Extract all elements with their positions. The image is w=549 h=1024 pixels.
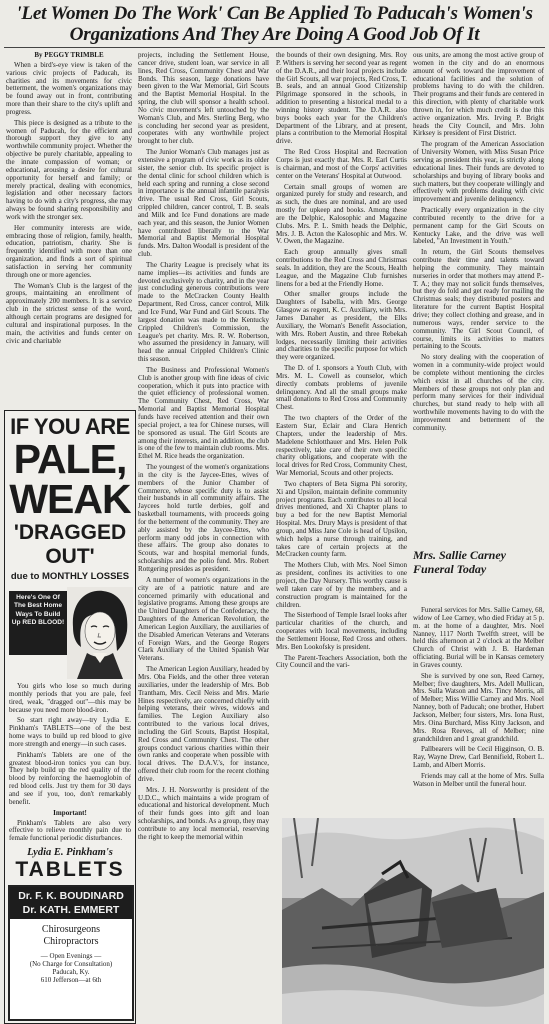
paragraph: Certain small groups of women are organized purely for study and research, and as such, the dues are nominal, and are used mostly for upkeep and books. Among these are the Delphic, Kalosophic and Magazine Clubs. Mrs. P. L. Smith heads the Delphic, Mrs. J. B. Acton the Kalosophic and Mrs. W. V. Owen, the Magazine.: [276, 182, 407, 246]
paragraph: Pallbearers will be Cecil Higginson, O. B. Ray, Wayne Drew, Carl Bennifield, Robert L. Lamb, and Albert Morris.: [413, 745, 544, 770]
article-column-4: [413, 52, 544, 537]
paragraph: No story dealing with the cooperation of women in a community-wide project would be complete without mentioning the circles which exist in all churches of the city. Members of these groups not only plan and perform many services for their individual churches, but stand ready to help with all worthwhile movements having to do with the improvement and betterment of the community.: [413, 353, 544, 432]
woman-portrait-illustration: [67, 587, 133, 679]
doctor-name-2: Dr. KATH. EMMERT: [22, 904, 120, 916]
office-address: 610 Jefferson—at 6th: [40, 976, 102, 984]
ad-copy: [9, 683, 131, 843]
ad-paragraph: So start right away—try Lydia E. Pinkham's TABLETS—one of the best home ways to build up red blood to give more strength and energy—in such cases.: [9, 716, 131, 748]
paragraph: This piece is designed as a tribute to the women of Paducah, for the efficient and thorough support they give to any worthwhile community project. Whether the objective be purely charitable, appealing to the innate compassion of woman; or educational, arousing a desire for cultural opportunity for herself and family; or merely practical, dealing with economics, legislation and other necessary factors having to do with a city's progress, she may always be found sharing responsibility and work with the stronger sex.: [6, 118, 132, 221]
paragraph: The program of the American Association of University Women, with Miss Susan Price serving as president this year, is strictly along educational lines. Their funds are devoted to scholarships and buying of library books and such matters, but they cooperate willingly and effectively with problems dealing with civic improvement and juvenile delinquency.: [413, 140, 544, 204]
ad-headline-2: PALE, WEAK: [9, 436, 131, 522]
paragraph: The American Legion Auxiliary, headed by Mrs. Oba Fields, and the other three veteran auxiliaries, under the leadership of Mrs. Bob Trantham, Mrs. Cecil Neiss and Mrs. Marie Hines respectively, are concerned chiefly with helping veterans, their wives, widows and families. The Legion Auxiliary also contributed to the various local drives, including the Girl Scouts, Baptist Hospital, Red Cross and Community Chest. The other groups conduct various charities within their own ranks and cooperate when possible with local drives. The D.A.V.'s, for instance, offered their club room for the recent clothing drive.: [138, 665, 269, 783]
paragraph: The Sisterhood of Temple Israel looks after particular charities of the church, and cooperates with local movements, including the Settlement House, Red Cross and others. Mrs. Ben Lookofsky is president.: [276, 611, 407, 651]
paragraph: The Woman's Club is the largest of the groups, maintaining an enrollment of approximately 200 members. It is a service club in the strictest sense of the word, although certain programs are designed for cultural and inspirational purposes. In the main, the activities and funds center on civic and charitable: [6, 281, 132, 345]
paragraph: Mrs. J. H. Norsworthy is president of the U.D.C., which maintains a wide program of educational and historical development. Much of their funds goes into gift and loan scholarships, and bonds. As a group, they may contribute to any local memorial, reserving the right to keep the memorial within: [138, 785, 269, 841]
headline: 'Let Women Do The Work' Can Be Applied To Paducah's Women's Organizations And They Are Doing A Good Job Of It: [16, 3, 533, 45]
paragraph: The Business and Professional Women's Club is another group with fine ideas of civic cooperation, which it puts into practice with the quiet efficiency of professional women. The Community Chest, Red Cross, War Memorial and Baptist Memorial Hospital funds have received attention and their own special project, a tea for Chinese nurses, will be sponsored as usual. The Girl Scouts are among their interests, and in addition, the club is one of the few to maintain club rooms. Mrs. Ethel M. Rice heads the organization.: [138, 365, 269, 461]
ad-paragraph: Pinkham's Tablets are also very effective to relieve monthly pain due to female functional periodic disturbances.: [9, 818, 131, 843]
byline: By PEGGY TRIMBLE: [34, 52, 104, 59]
paragraph: Other smaller groups include the Daughters of Isabella, with Mrs. George Glasgow as regent, K. C. Auxiliary, with Mrs. James Danaher as president, the Elks Auxiliary, the Woman's Benefit Association, with Mrs. Robert Austin, and three Rebekah lodges, necessarily limiting their activities and charities to the specific purpose for which they were organized.: [276, 290, 407, 362]
ad-important: Important!: [53, 808, 87, 817]
paragraph: the bounds of their own designing. Mrs. Roy P. Withers is serving her second year as regent of the D.A.R., and their local projects include the Girl Scouts, all war projects, Red Cross, T. B. seals, and an annual Good Citizenship Pilgrimage sponsored in the schools, in addition to presenting a historical medal to a winning history student. The D.A.R. also buys books each year for the Children's Department of the Library, and at present, plans a contribution to the Memorial Hospital drive.: [276, 52, 407, 146]
doctor-name-1: Dr. F. K. BOUDINARD: [18, 890, 124, 902]
paragraph: Two chapters of Beta Sigma Phi sorority, Xi and Upsilon, maintain definite community project programs. Each contributes to all local drives mentioned, and Xi Chapter plans to buy a bed for the new Baptist Memorial Hospital. Mrs. Drury Mays is president of that group, and Miss Jane Cole is head of Upsilon, which helps a nurse through training, and takes care of certain projects at the McCracken county farm.: [276, 479, 407, 559]
paragraph: The D. of I. sponsors a Youth Club, with Mrs. M. L. Cowell as counselor, which directly combats problems of juvenile delinquency. And all the small groups make small donations to Red Cross and Community Chest.: [276, 364, 407, 412]
paragraph: The Charity League is precisely what its name implies—its activities and funds are devoted exclusively to charity, and in the year just concluding generous contributions were made to the McCracken County Health Department, Red Cross, cancer control, Milk and Ice Fund, War Fund and Girl Scouts. The largest donation was made to the Kentucky Crippled Children's Commission, the League's pet charity. Mrs. R. W. Robertson, who assumed the presidency in January, will head the annual Crippled Children's Clinic this season.: [138, 260, 269, 364]
ad-paragraph: You girls who lose so much during monthly periods that you are pale, feel tired, weak, "dragged out"—this may be because you need more blood-iron.: [9, 682, 131, 714]
ad-headline-4: due to MONTHLY LOSSES: [10, 571, 130, 582]
paragraph: projects, including the Settlement House, cancer drive, student loan, war service in all lines, Red Cross, Community Chest and War Bonds. This season, large donations have been given to the War Memorial, Girl Scouts and the Baptist Memorial Hospital. In the spring, the club will sponsor a health school. No civic movement's left untouched by the Woman's Club, and Mrs. Sterling Berg, who is concluding her second year as president, cooperates with any worthwhile project brought to her club.: [138, 52, 269, 146]
paragraph: When a bird's-eye view is taken of the various civic projects of Paducah, its charities and its movements for civic betterment, the women's organizations may be found away out in front, contributing more than their share to the city's uplift and progress.: [6, 60, 132, 116]
article-column-3: [276, 52, 407, 807]
ad-promo: [9, 587, 131, 679]
paragraph: Funeral services for Mrs. Sallie Carney, 68, widow of Lee Carney, who died Friday at 5 p. m. at the home of a daughter, Mrs. Noel Nanney, 1117 North Twelfth street, will be held this afternoon at 2 o'clock at the Melber Church of Christ with J. B. Hardeman officiating. Burial will be in Kansas cemetery in Graves county.: [413, 607, 544, 669]
paragraph: A number of women's organizations in the city are of a patriotic nature and are concerned primarily with educational and legislative programs. Among these groups are the United Daughters of the Confederacy, the Daughters of the American Revolution, the American Legion Auxiliary, the auxiliaries of the Disabled American Veterans and Veterans of Foreign Wars, and the George Rogers Clark Auxiliary of the United Spanish War Veterans.: [138, 575, 269, 663]
pinkham-advertisement: [4, 410, 136, 1024]
paragraph: In return, the Girl Scouts themselves contribute their time and talents toward helping the community. They maintain nurseries in order that mothers may attend P.-T. A.; they may not solicit funds themselves, but they do fold and get ready for mailing the Christmas seals; they distributed posters and literature for the current Baptist Hospital drive; they collect clothing and grease, and in numerous ways, render service to the community. The Girl Scout Council, of course, limits its activities to matters pertaining to the Scouts.: [413, 248, 544, 351]
paragraph: The Red Cross Hospital and Recreation Corps is just exactly that. Mrs. R. Earl Curtis is chairman, and most of the Corps' activities center on the Veterans' Hospital at Outwood.: [276, 148, 407, 180]
article-column-1: [6, 52, 132, 390]
paragraph: Each group annually gives small contributions to the Red Cross and Christmas seals. In addition, they are the Scouts, Health League, and the Magazine Club furnishes linens for a bed at the Friendly Home.: [276, 248, 407, 288]
paragraph: Practically every organization in the city contributed recently to the drive for a permanent camp for the Girl Scouts on Kentucky Lake, and the drive was well labeled, "An Investment in Youth.": [413, 206, 544, 246]
paragraph: The two chapters of the Order of the Eastern Star, Eclair and Clara Henrich Chapters, under the leadership of Mrs. Madelene Schlotthauer and Mrs. Helen Polk respectively, take care of their own specific charity obligations, and cooperate with the local drives for Red Cross, Community Chest, War Memorial, Scouts and other projects.: [276, 414, 407, 478]
paragraph: Her community interests are wide, embracing those of religion, family, health, education, patriotism, charity. She is frequently identified with more than one organization, and finds a sort of spiritual satisfaction in serving her community through one or more agencies.: [6, 223, 132, 279]
storm-damage-photo: [282, 818, 544, 1024]
headline-rule: [4, 47, 545, 48]
office-hours: — Open Evenings —: [40, 952, 102, 960]
paragraph: She is survived by one son, Reed Carney, Melber; five daughters, Mrs. Adell Mullican, Mrs. Sulla Watson and Mrs. Tincy Morris, all of Melber; Miss Willie Carney and Mrs. Noel Nanney, both of Paducah; one brother, Hubert Jackson, Melber; four sisters, Mrs. Iona Rust, Mrs. Oina Burchard, Miss Kitty Jackson, and Mrs. Rosa Reeves, all of Melber; nine grandchildren and 1 great grandchild.: [413, 671, 544, 743]
consultation-note: (No Charge for Consultation): [29, 960, 113, 968]
doctor-title-1: Chirosurgeons: [41, 924, 101, 935]
ad-headline-1: IF YOU ARE: [10, 414, 130, 439]
paragraph: The Mothers Club, with Mrs. Noel Simon as president, confines its activities to one project, the Day Nursery. This worthy cause is well taken care of by the members, and a construction program is maintained for the children.: [276, 561, 407, 609]
ad-brand: Lydia E. Pinkham's: [27, 847, 113, 859]
chiropractor-advertisement: [8, 885, 134, 1021]
doctor-names: [10, 887, 132, 919]
office-city: Paducah, Ky.: [52, 968, 90, 976]
doctor-titles: [10, 924, 132, 948]
office-info: [10, 952, 132, 984]
paragraph: ous units, are among the most active group of women in the city and do an enormous amount of work toward the improvement of educational facilities and the solution of problems having to do with the children. Their programs and their funds are centered in this direction, with plenty of charitable work thrown in, for which much credit is due this active organization. Mrs. Irving P. Bright heads the City Council, and Mrs. John Kirksey is president of First District.: [413, 52, 544, 138]
article-column-2: [138, 52, 269, 1007]
ad-headline-3: 'DRAGGED OUT': [13, 521, 127, 568]
obituary-headline: Mrs. Sallie Carney Funeral Today: [413, 548, 507, 576]
paragraph: The youngest of the women's organizations in the city is the Jaycee-Ettes, wives of members of the Junior Chamber of Commerce, whose specific duty is to assist their husbands in all community affairs. The Jaycees hold turtle derbies, golf and basketball tournaments, with proceeds going for the betterment of the community. They are ably assisted by the Jaycee-Ettes, who perform many odd jobs in connection with these affairs. The group also donates to Scouts, war and hospital memorial funds, scholarships and the polio fund. Mrs. Robert Rottgering presides as president.: [138, 463, 269, 573]
ad-paragraph: Pinkham's Tablets are one of the greatest blood-iron tonics you can buy. They help build up the red quality of the blood by reinforcing the haemoglobin of red blood cells. Just try them for 30 days and see if you, too, don't remarkably benefit.: [9, 750, 131, 806]
doctor-title-2: Chiropractors: [43, 936, 99, 947]
paragraph: Friends may call at the home of Mrs. Sulla Watson in Melber until the funeral hour.: [413, 771, 544, 788]
paragraph: The Parent-Teachers Association, both the City Council and the vari-: [276, 653, 407, 670]
paragraph: The Junior Woman's Club manages just as extensive a program of civic work as its older sister, the senior club. Its specific project is the dental clinic for school children which is held each spring and running a close second in importance is the annual infantile paralysis drive. The usual Red Cross, Girl Scouts, crippled children, cancer control, T. B. seals and Milk and Ice Fund donations are made each year, and this season, the Junior Women have contributed liberally to the War Memorial and Baptist Memorial Hospital funds. Mrs. Dalton Woodall is president of the club.: [138, 148, 269, 259]
obituary-article: [413, 607, 544, 813]
ad-promo-box: Here's One Of The Best Home Ways To Build Up RED BLOOD!: [9, 591, 67, 655]
ad-product: TABLETS: [15, 858, 125, 882]
